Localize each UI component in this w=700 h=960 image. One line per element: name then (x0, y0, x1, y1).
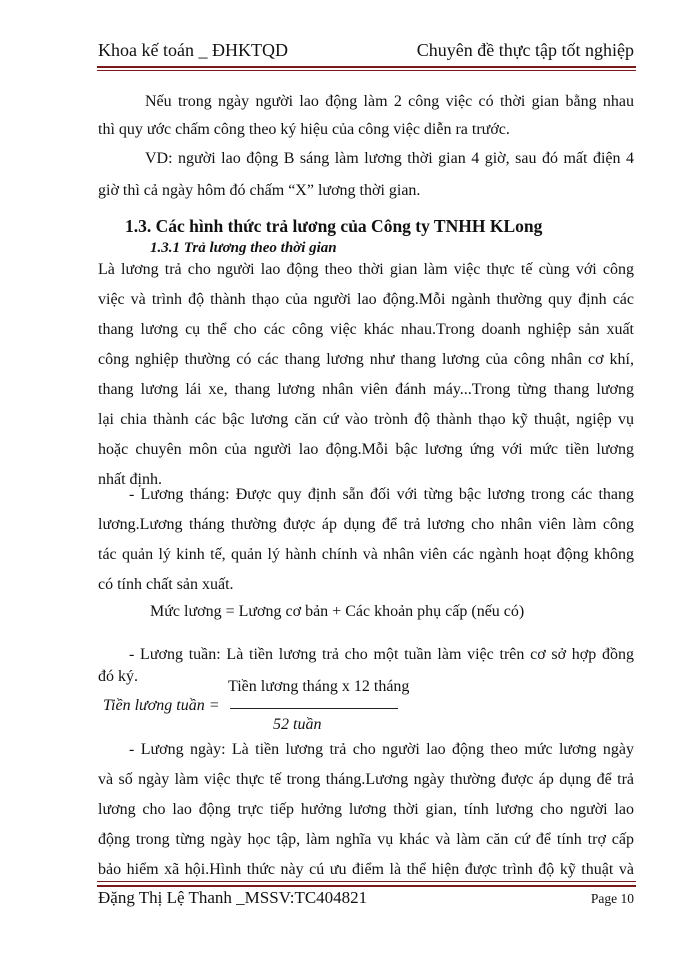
header-title: Chuyên đề thực tập tốt nghiệp (416, 40, 634, 60)
footer-rule-thin (97, 881, 636, 882)
text-line: và số ngày làm việc thực tế trong tháng.Lương ngày thường được áp dụng để trả (98, 771, 634, 788)
salary-formula: Mức lương = Lương cơ bản + Các khoản phụ cấp (nếu có) (150, 603, 525, 620)
header-faculty: Khoa kế toán _ ĐHKTQD (98, 40, 288, 60)
daily-wage-paragraph (98, 735, 634, 885)
text-line: giờ thì cả ngày hôm đó chấm “X” lương thời gian. (98, 182, 421, 199)
monthly-wage-paragraph (98, 480, 634, 600)
fraction-bar (230, 708, 398, 709)
intro-paragraph-1 (98, 87, 634, 145)
subsection-heading: 1.3.1 Trả lương theo thời gian (150, 240, 337, 256)
text-line: thang lương lái xe, thang lương nhân viên đánh máy...Trong từng thang lương (98, 381, 634, 398)
weekly-formula-numerator: Tiền lương tháng x 12 tháng (228, 678, 410, 695)
page-footer (98, 888, 634, 908)
text-line: công nghiệp thường có các thang lương như thang lương của công nhân cơ khí, (98, 351, 634, 368)
text-line: VD: người lao động B sáng làm lương thời gian 4 giờ, sau đó mất điện 4 (145, 150, 634, 167)
header-rule-thin (97, 70, 636, 71)
text-line: việc và trình độ thành thạo của người lao động.Mỗi ngành thường quy định các (98, 291, 634, 308)
text-line: đó ký. (98, 668, 138, 685)
weekly-formula-label: Tiền lương tuần = (103, 697, 220, 714)
text-line: thang lương cụ thể cho các công việc khác nhau.Trong doanh nghiệp sản xuất (98, 321, 634, 338)
footer-author: Đặng Thị Lệ Thanh _MSSV:TC404821 (98, 888, 368, 907)
text-line: lại chia thành các bậc lương căn cứ vào trònh độ thành thạo kỹ thuật, ngiệp vụ (98, 411, 634, 428)
text-line: bảo hiểm xã hội.Hình thức này cú ưu điểm là thể hiện được trình độ kỹ thuật và (98, 861, 634, 878)
page-number: Page 10 (590, 891, 634, 906)
text-line: - Lương ngày: Là tiền lương trả cho người lao động theo mức lương ngày (129, 741, 634, 758)
text-line: lương cho lao động trực tiếp hưởng lương thời gian, tính lương cho người lao (98, 801, 634, 818)
header-rule-thick (97, 66, 636, 68)
text-line: - Lương tuần: Là tiền lương trả cho một tuần làm việc trên cơ sở hợp đồng (129, 646, 634, 663)
weekly-formula-denominator: 52 tuần (273, 716, 322, 733)
text-line: - Lương tháng: Được quy định sẵn đối với từng bậc lương trong các thang (129, 486, 634, 503)
page-header (98, 40, 634, 61)
text-line: Nếu trong ngày người lao động làm 2 công việc có thời gian bằng nhau (145, 93, 634, 110)
footer-rule-thick (97, 885, 636, 887)
text-line: có tính chất sản xuất. (98, 576, 234, 593)
text-line: thì quy ước chấm công theo ký hiệu của công việc diễn ra trước. (98, 121, 510, 138)
text-line: nhất định. (98, 471, 162, 488)
text-line: lương.Lương tháng thường được áp dụng để trả lương cho nhân viên làm công (98, 516, 634, 533)
intro-paragraph-2 (98, 144, 634, 206)
text-line: động trong từng ngày học tập, làm nghĩa vụ khác và làm căn cứ để tính trợ cấp (98, 831, 634, 848)
text-line: tác quản lý kinh tế, quản lý hành chính và nhân viên các ngành hoạt động không (98, 546, 634, 563)
text-line: Là lương trả cho người lao động theo thời gian làm việc thực tế cùng với công (98, 261, 634, 278)
time-wage-paragraph (98, 255, 634, 495)
section-heading: 1.3. Các hình thức trả lương của Công ty TNHH KLong (125, 216, 543, 236)
text-line: hoặc chuyên môn của người lao động.Mỗi bậc lương ứng với mức tiền lương (98, 441, 634, 458)
